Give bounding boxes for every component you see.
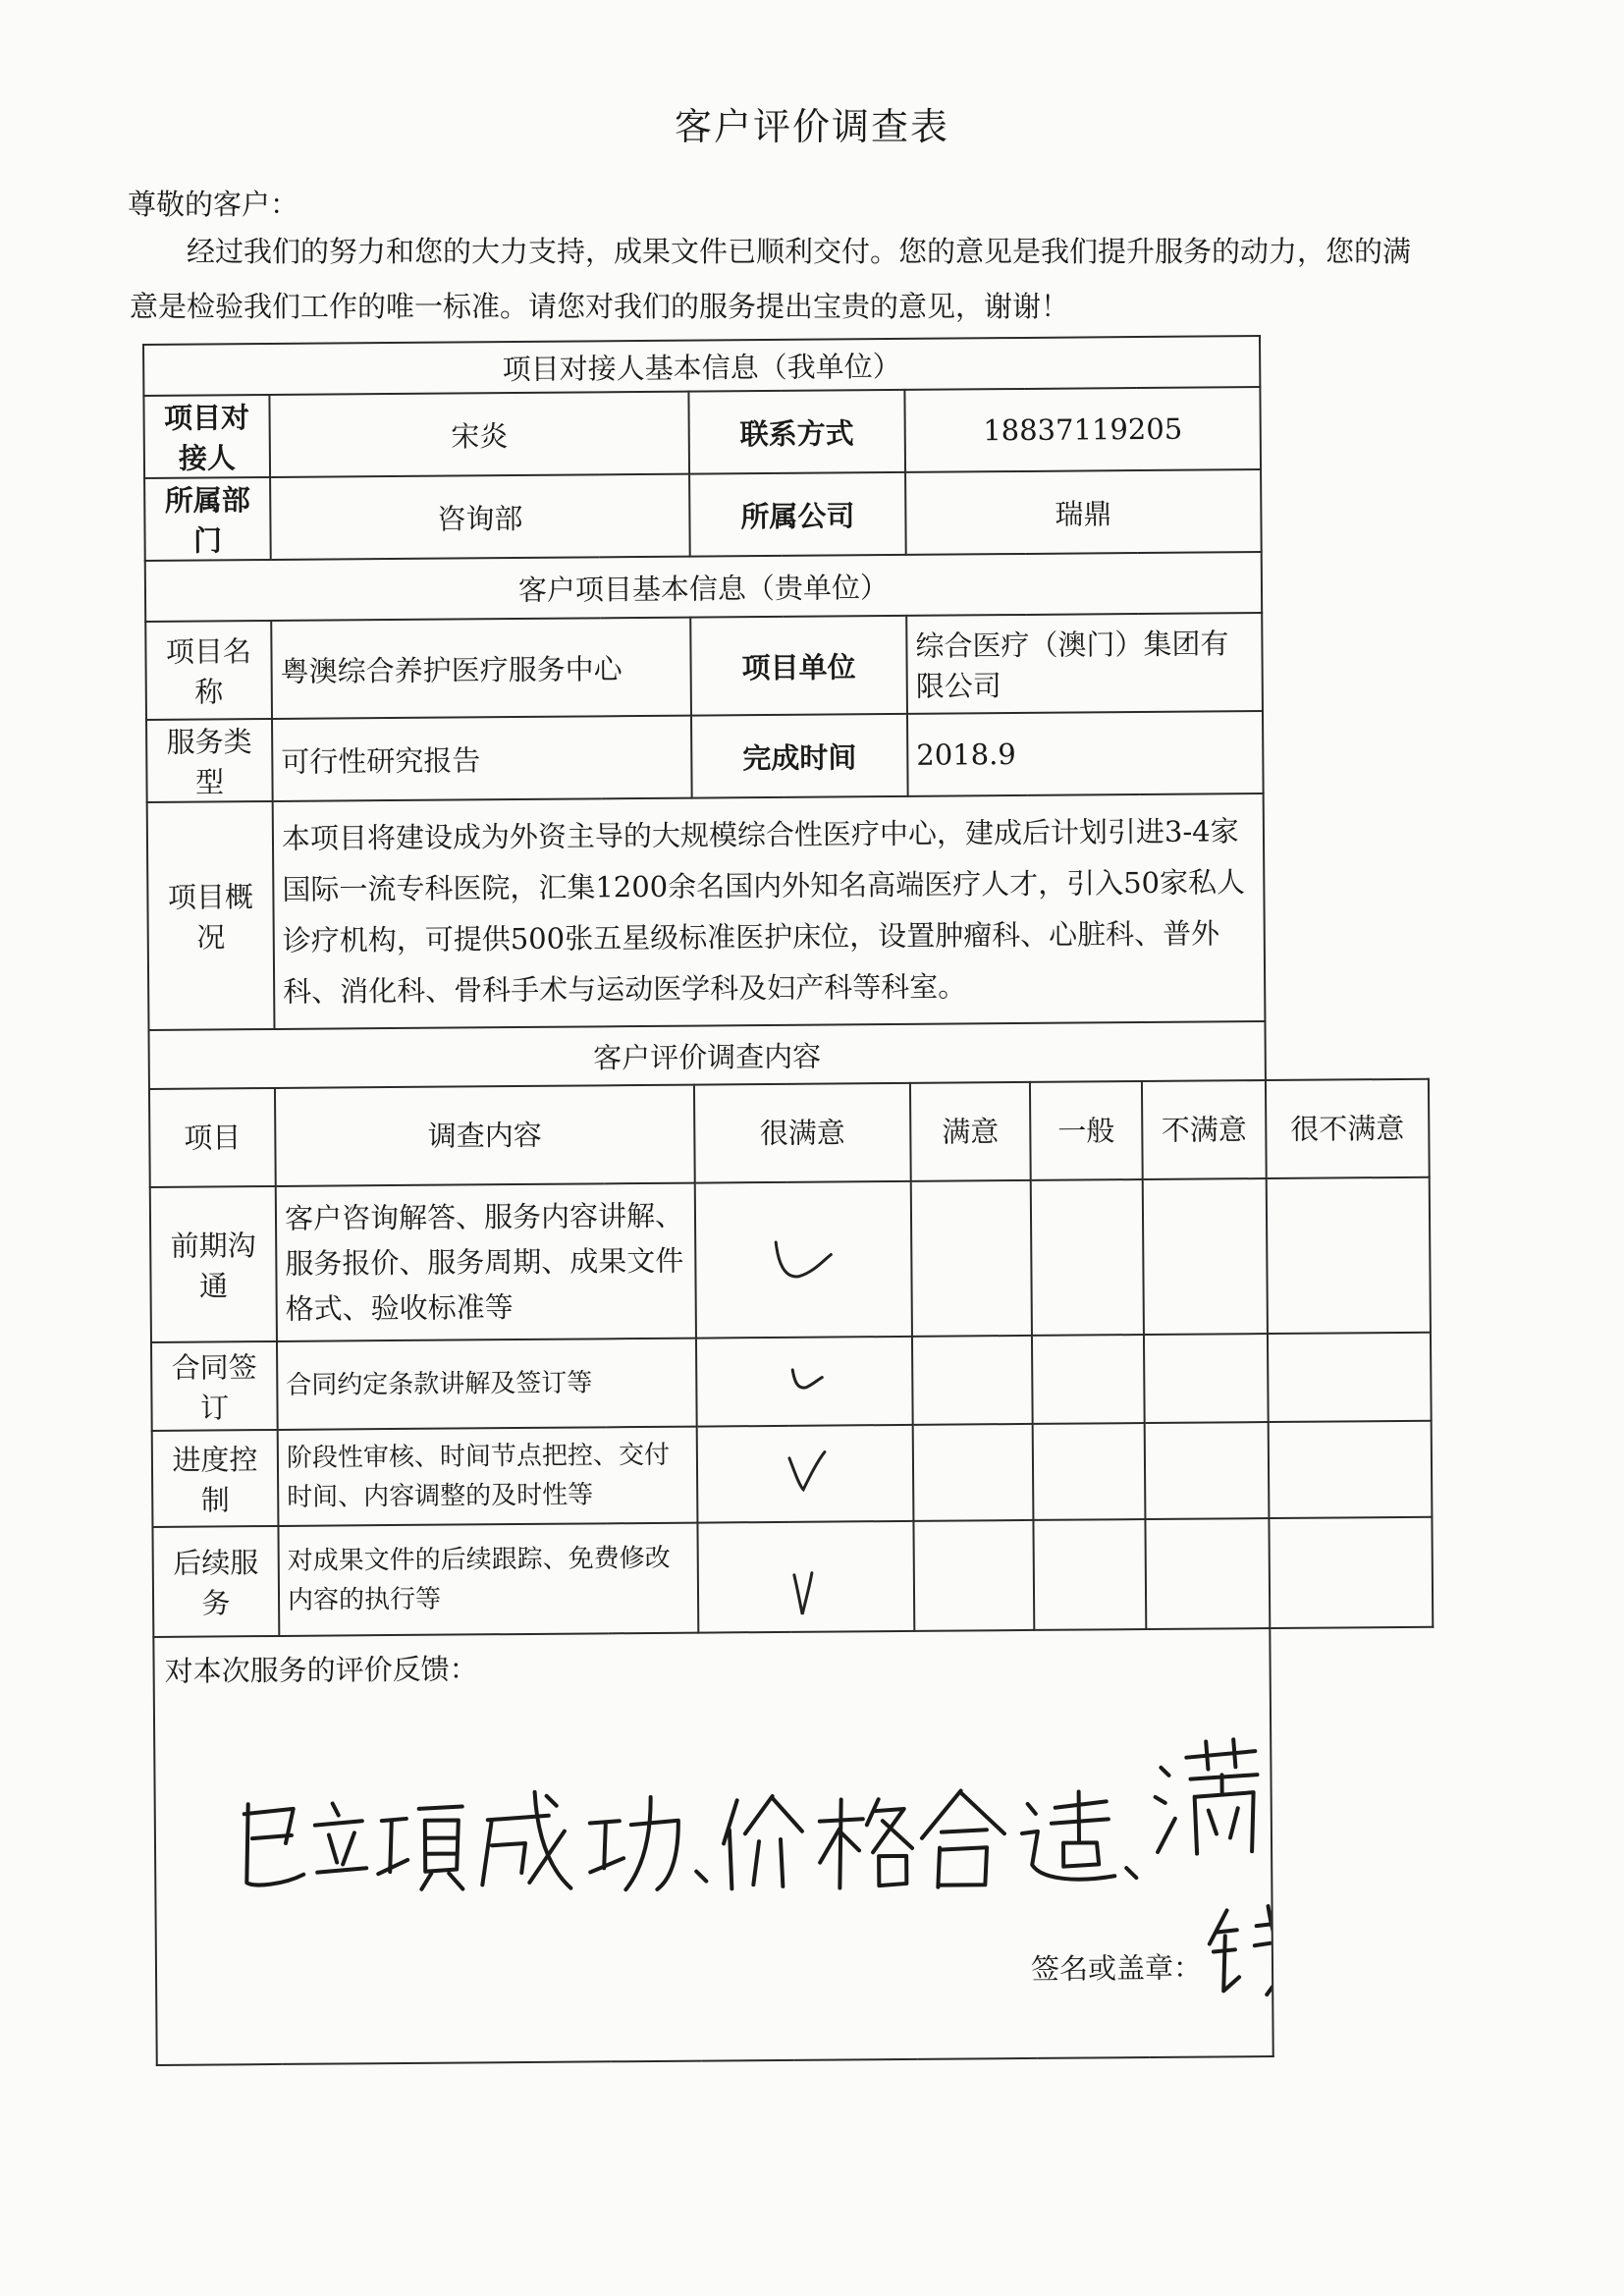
rating-very-unsatisfied-cell [1267,1177,1431,1334]
survey-content: 对成果文件的后续跟踪、免费修改内容的执行等 [278,1523,698,1636]
survey-content: 客户咨询解答、服务内容讲解、服务报价、服务周期、成果文件格式、验收标准等 [276,1183,696,1341]
project-name-value: 粤澳综合养护医疗服务中心 [271,618,691,719]
handwritten-signature [1197,1895,1272,2025]
intro-paragraph: 经过我们的努力和您的大力支持，成果文件已顺利交付。您的意见是我们提升服务的动力，您的满意是检验我们工作的唯一标准。请您对我们的服务提出宝贵的意见，谢谢！ [130,235,1412,323]
project-name-label: 项目名称 [145,621,272,720]
survey-header-content: 调查内容 [275,1085,695,1186]
section-client-header: 客户项目基本信息（贵单位） [145,552,1262,622]
survey-item: 后续服务 [152,1526,279,1637]
survey-header-very-satisfied: 很满意 [694,1083,911,1183]
handwritten-feedback [234,1757,1236,1922]
survey-header-unsatisfied: 不满意 [1142,1080,1267,1179]
rating-average-cell [1031,1179,1144,1336]
survey-item: 前期沟通 [150,1186,277,1342]
handwritten-satisfied [1147,1726,1273,1886]
rating-very-satisfied-cell [695,1181,912,1339]
rating-very-satisfied-cell [697,1425,914,1523]
survey-row [152,1421,1433,1527]
rating-satisfied-cell [913,1520,1034,1631]
completion-time-value: 2018.9 [907,711,1264,796]
project-unit-value: 综合医疗（澳门）集团有限公司 [906,613,1263,714]
check-mark-icon [765,1353,843,1403]
contact-company-label: 所属公司 [689,472,906,557]
rating-very-unsatisfied-cell [1269,1517,1433,1628]
rating-unsatisfied-cell [1143,1178,1268,1335]
survey-row [150,1177,1431,1342]
rating-satisfied-cell [911,1180,1032,1337]
rating-very-unsatisfied-cell [1268,1333,1432,1422]
project-unit-label: 项目单位 [690,616,907,716]
rating-unsatisfied-cell [1144,1334,1269,1423]
survey-header-very-unsatisfied: 很不满意 [1266,1079,1430,1178]
contact-company-value: 瑞鼎 [905,469,1262,555]
survey-item: 进度控制 [152,1430,279,1527]
section-survey-header: 客户评价调查内容 [148,1021,1265,1089]
page-title: 客户评价调查表 [674,105,949,148]
contact-person-value: 宋炎 [269,392,689,477]
survey-header-average: 一般 [1030,1081,1143,1180]
greeting: 尊敬的客户： [128,188,299,221]
contact-phone-value: 18837119205 [904,387,1261,472]
contact-phone-label: 联系方式 [688,390,905,474]
check-mark-icon [766,1436,845,1505]
rating-average-cell [1033,1423,1146,1520]
rating-average-cell [1033,1519,1146,1630]
contact-person-label: 项目对接人 [143,395,270,478]
rating-unsatisfied-cell [1145,1422,1270,1519]
contact-dept-label: 所属部门 [144,477,271,561]
project-overview-value: 本项目将建设成为外资主导的大规模综合性医疗中心，建成后计划引进3-4家国际一流专科医院，汇集1200余名国内外知名高端医疗人才，引入50家私人诊疗机构，可提供500张五星级标准医护床位，设置肿瘤科、心脏科、普外科、消化科、骨科手术与运动医学科及妇产科等科室。 [273,793,1266,1029]
service-type-label: 服务类型 [146,719,273,802]
signature-label: 签名或盖章： [1030,1950,1203,1986]
rating-unsatisfied-cell [1145,1518,1270,1629]
check-mark-icon [767,1555,846,1624]
rating-satisfied-cell [912,1336,1033,1425]
check-mark-icon [754,1217,853,1296]
survey-content: 合同约定条款讲解及签订等 [277,1339,697,1430]
rating-very-satisfied-cell [696,1337,913,1427]
survey-item: 合同签订 [151,1341,278,1431]
rating-average-cell [1032,1335,1145,1424]
rating-very-unsatisfied-cell [1269,1421,1433,1518]
feedback-label: 对本次服务的评价反馈： [164,1652,478,1688]
rating-satisfied-cell [913,1424,1034,1521]
survey-content: 阶段性审核、时间节点把控、交付时间、内容调整的及时性等 [278,1427,698,1526]
survey-header-satisfied: 满意 [910,1082,1031,1181]
contact-dept-value: 咨询部 [270,474,690,560]
project-overview-label: 项目概况 [147,801,275,1030]
survey-header-item: 项目 [149,1088,276,1187]
survey-form [142,334,1437,2160]
survey-row [151,1333,1432,1431]
feedback-box [153,1628,1272,2065]
form-table [142,334,1437,2066]
completion-time-label: 完成时间 [691,714,908,798]
rating-very-satisfied-cell [697,1521,914,1633]
survey-row [152,1517,1433,1637]
service-type-value: 可行性研究报告 [272,716,692,801]
section-contact-header: 项目对接人基本信息（我单位） [143,336,1260,396]
